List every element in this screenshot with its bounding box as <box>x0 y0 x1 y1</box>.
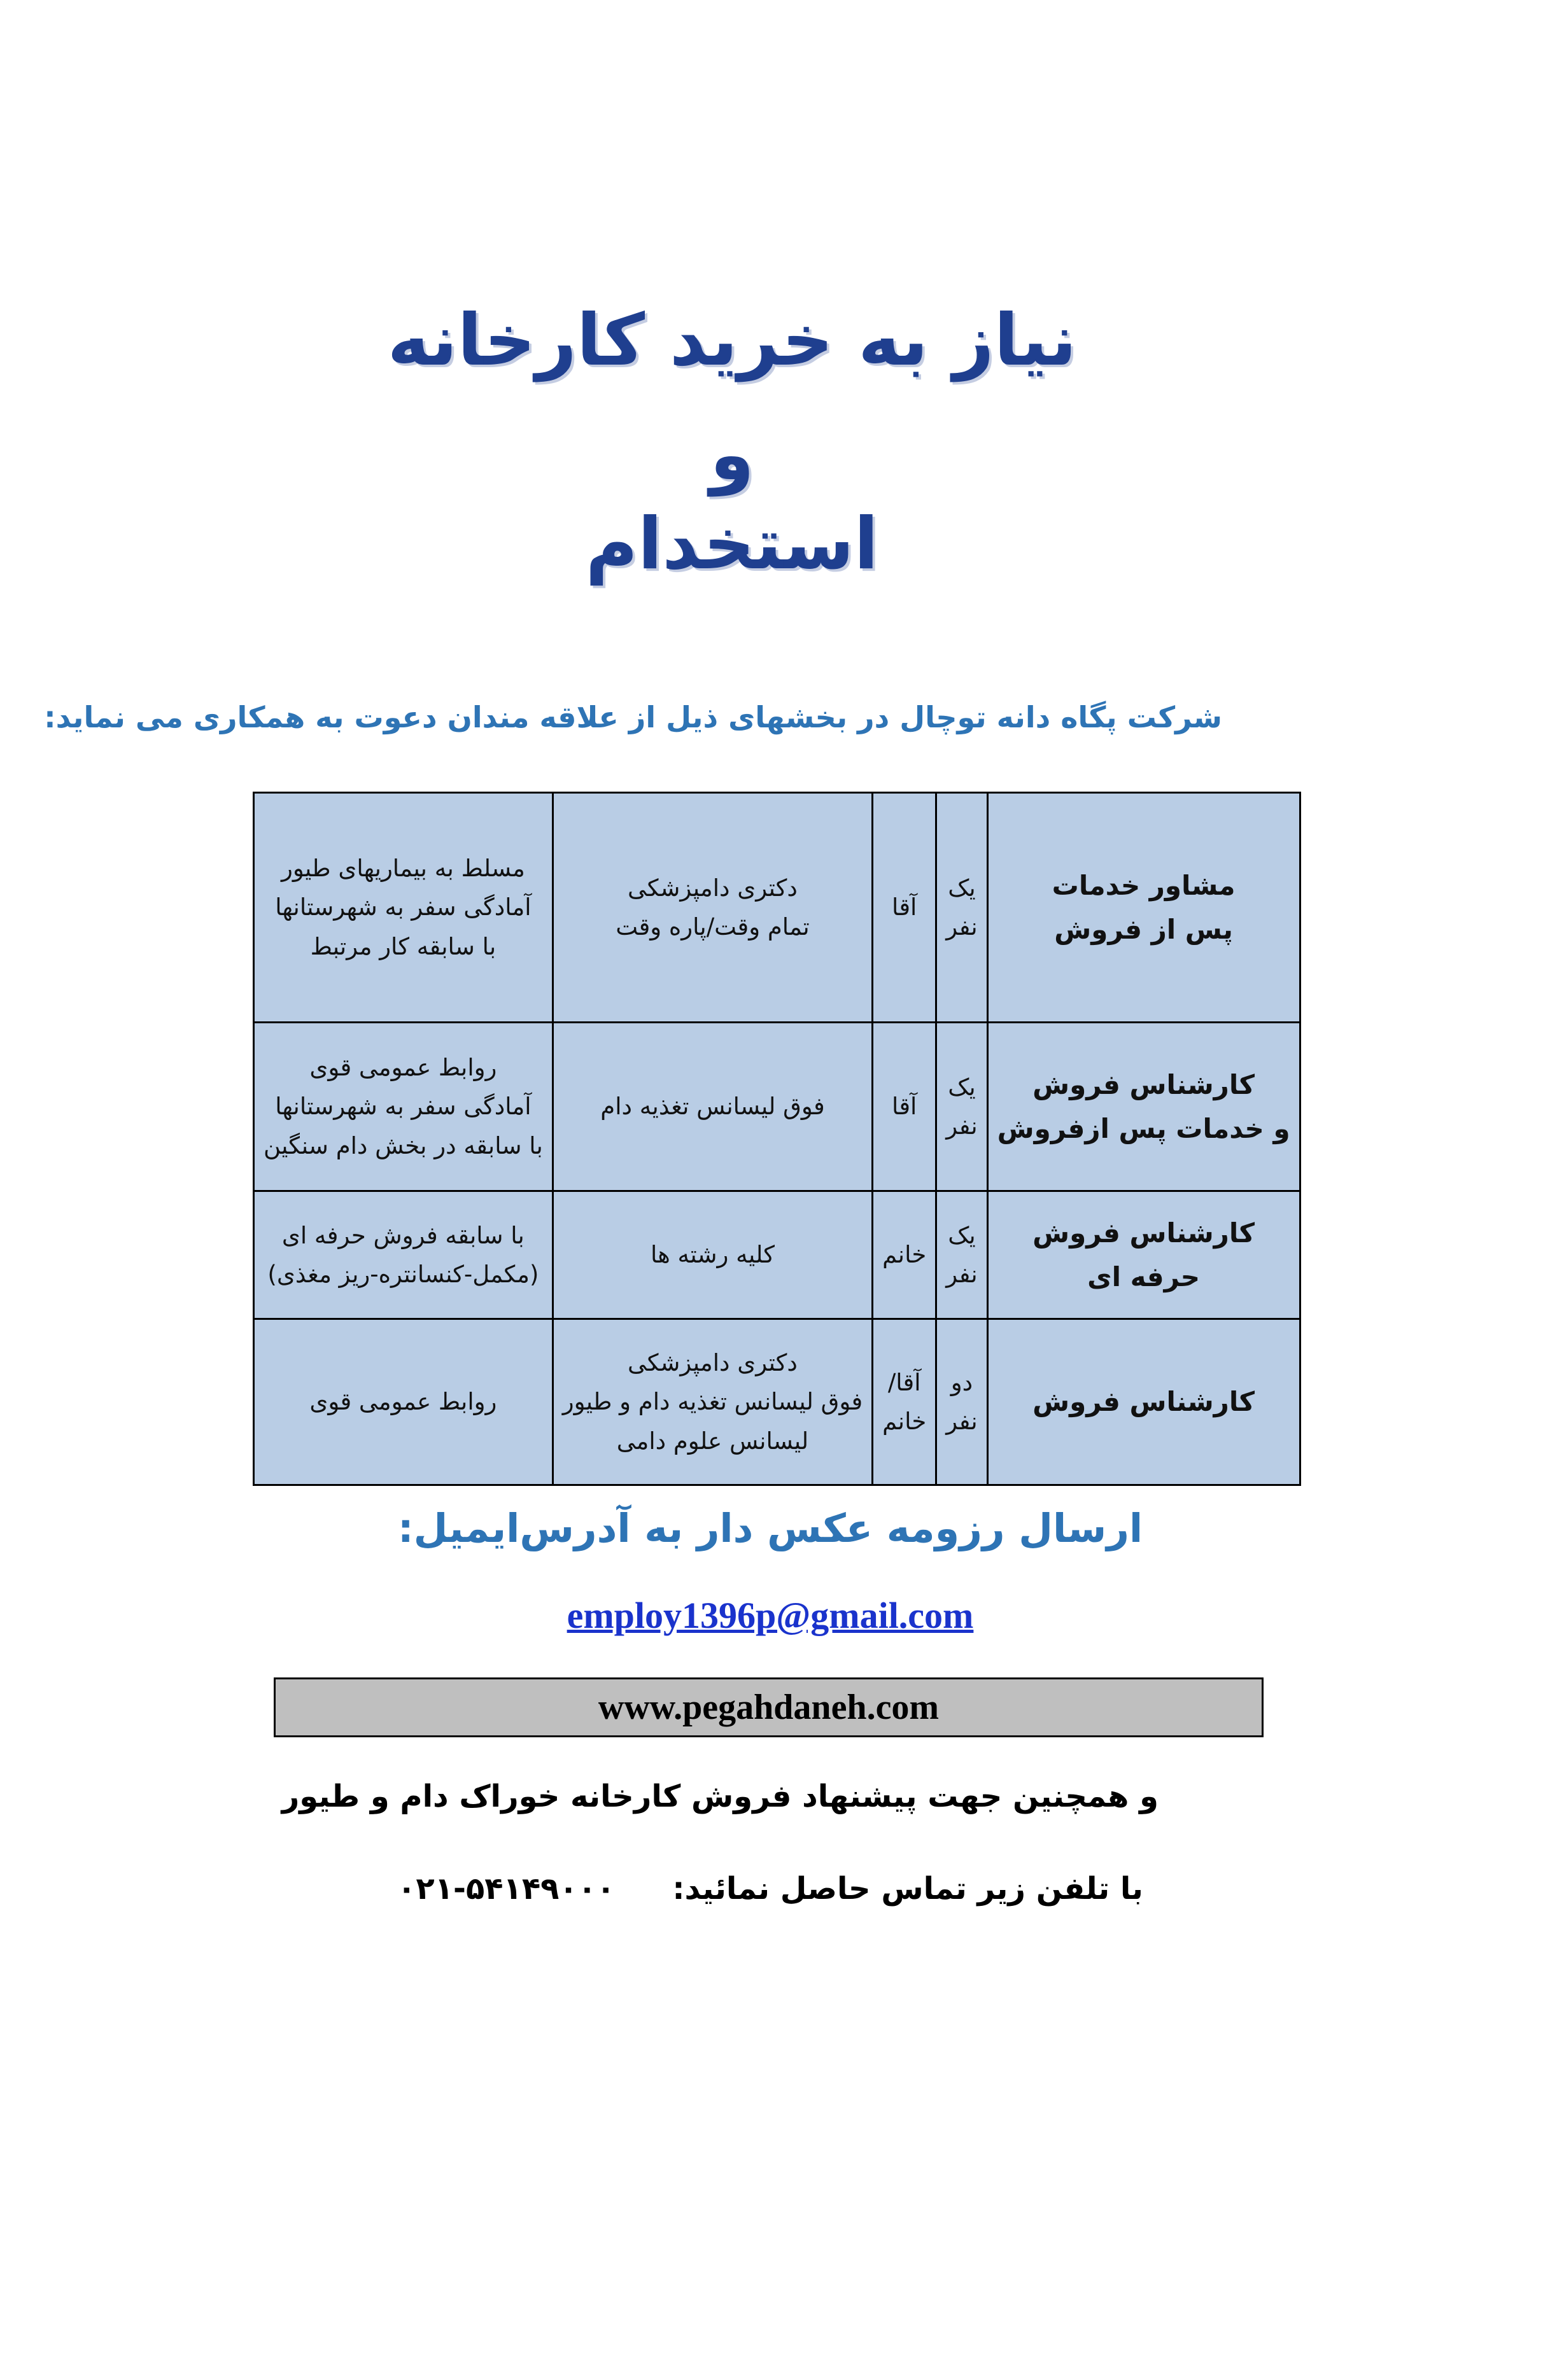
count-line: یک <box>948 874 976 902</box>
count-cell <box>936 1023 987 1191</box>
requirement-line: روابط عمومی قوی <box>309 1054 497 1082</box>
position-line: و خدمات پس ازفروش <box>997 1113 1290 1144</box>
education-line: لیسانس علوم دامی <box>616 1427 809 1455</box>
gender-cell: آقا <box>873 793 936 1023</box>
position-line: کارشناس فروش <box>1032 1217 1255 1249</box>
position-line: کارشناس فروش <box>1032 1386 1255 1418</box>
position-line: مشاور خدمات <box>1052 869 1236 901</box>
gender-cell: آقا <box>873 1023 936 1191</box>
intro-text: شرکت پگاه دانه توچال در بخشهای ذیل از علاقه مندان دعوت به همکاری می نماید: <box>44 700 1222 734</box>
education-cell <box>553 1191 872 1319</box>
requirements-cell <box>254 1023 553 1191</box>
position-cell <box>987 1191 1300 1319</box>
table-row <box>254 1191 1300 1319</box>
count-line: یک <box>948 1073 976 1101</box>
requirements-cell <box>254 1191 553 1319</box>
requirement-line: آمادگی سفر به شهرستانها <box>275 1093 532 1121</box>
count-line: نفر <box>946 913 978 941</box>
education-cell <box>553 1023 872 1191</box>
requirements-cell <box>254 1319 553 1485</box>
table-row <box>254 793 1300 1023</box>
count-line: نفر <box>946 1408 978 1435</box>
table-row <box>254 1319 1300 1485</box>
count-line: نفر <box>946 1261 978 1288</box>
count-line: دو <box>950 1368 973 1396</box>
education-cell <box>553 1319 872 1485</box>
gender-cell: آقا/خانم <box>873 1319 936 1485</box>
education-line: دکتری دامپزشکی <box>628 874 798 902</box>
requirement-line: با سابقه کار مرتبط <box>310 932 497 960</box>
education-line: فوق لیسانس تغذیه دام و طیور <box>562 1388 863 1416</box>
education-line: تمام وقت/پاره وقت <box>616 913 810 941</box>
gender-cell: خانم <box>873 1191 936 1319</box>
requirement-line: با سابقه در بخش دام سنگین <box>264 1131 543 1159</box>
requirement-line: روابط عمومی قوی <box>309 1388 497 1416</box>
phone-label: با تلفن زیر تماس حاصل نمائید: <box>672 1871 1143 1907</box>
jobs-table <box>253 792 1301 1486</box>
count-cell <box>936 1319 987 1485</box>
position-line: حرفه ای <box>1087 1261 1201 1292</box>
page-title-conjunction: و <box>710 414 754 496</box>
factory-sale-text: و همچنین جهت پیشنهاد فروش کارخانه خوراک دام و طیور <box>281 1779 1159 1814</box>
requirement-line: (مکمل-کنسانتره-ریز مغذی) <box>267 1261 539 1288</box>
count-line: یک <box>948 1221 976 1249</box>
phone-line <box>382 1871 1159 1907</box>
education-cell <box>553 793 872 1023</box>
position-line: کارشناس فروش <box>1032 1068 1255 1100</box>
education-line: کلیه رشته ها <box>650 1241 775 1269</box>
requirement-line: آمادگی سفر به شهرستانها <box>275 893 532 921</box>
count-line: نفر <box>946 1112 978 1140</box>
requirements-cell <box>254 793 553 1023</box>
page-title: نیاز به خرید کارخانه <box>387 299 1077 382</box>
education-line: دکتری دامپزشکی <box>628 1349 798 1377</box>
position-cell <box>987 793 1300 1023</box>
requirement-line: مسلط به بیماریهای طیور <box>281 855 525 883</box>
send-cv-heading: ارسال رزومه عکس دار به آدرس‌ایمیل: <box>397 1505 1143 1551</box>
education-line: فوق لیسانس تغذیه دام <box>600 1093 825 1121</box>
email-link[interactable]: employ1396p@gmail.com <box>567 1595 974 1636</box>
website-box <box>274 1677 1264 1737</box>
page-subtitle: استخدام <box>585 503 879 585</box>
phone-number: ۰۲۱-۵۴۱۴۹۰۰۰ <box>397 1871 616 1907</box>
table-row <box>254 1023 1300 1191</box>
website-link[interactable]: www.pegahdaneh.com <box>598 1688 940 1727</box>
position-line: پس از فروش <box>1054 914 1233 945</box>
count-cell <box>936 793 987 1023</box>
position-cell <box>987 1023 1300 1191</box>
position-cell <box>987 1319 1300 1485</box>
requirement-line: با سابقه فروش حرفه ای <box>281 1221 525 1249</box>
count-cell <box>936 1191 987 1319</box>
